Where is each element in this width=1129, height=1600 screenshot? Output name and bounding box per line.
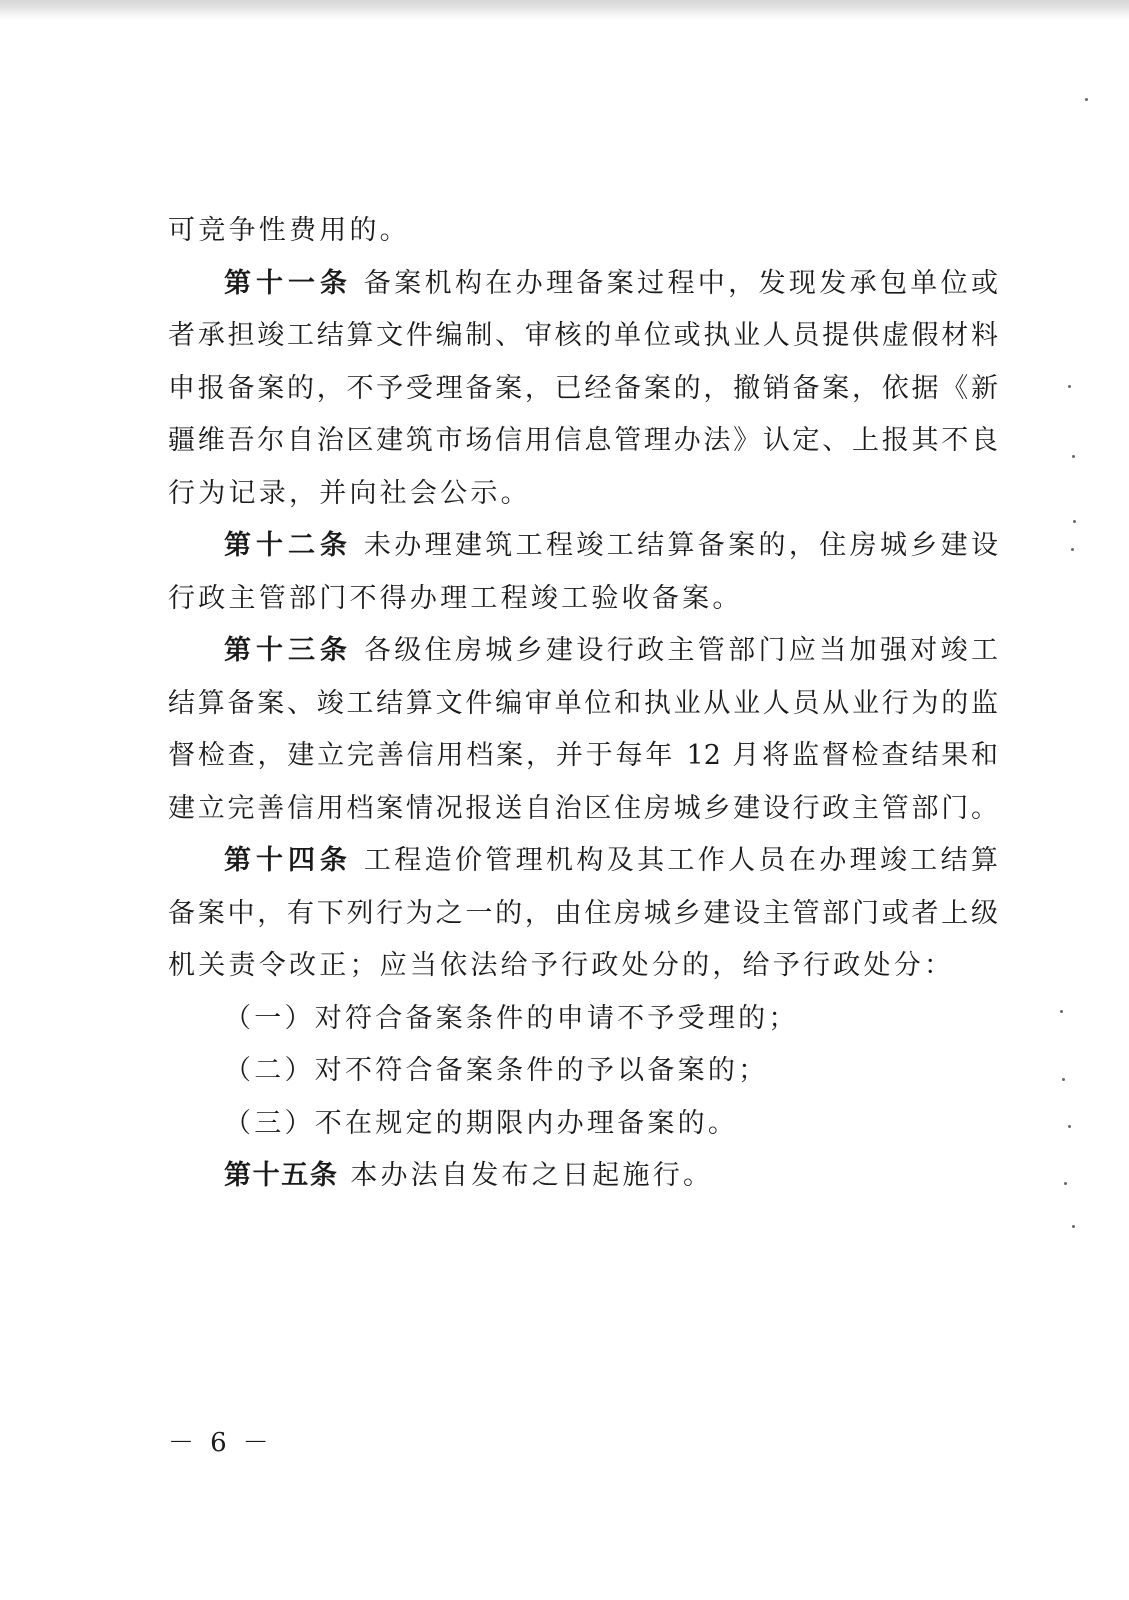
scan-speck: [1064, 1182, 1067, 1185]
article-heading: 第十三条: [224, 635, 352, 666]
text-line: [168, 363, 998, 416]
text-line: [168, 468, 998, 521]
line-text: 备案机构在办理备案过程中，发现发承包单位或: [363, 267, 999, 299]
line-text: 备案中，有下列行为之一的，由住房城乡建设主管部门或者上级: [168, 897, 998, 929]
article-heading: 第十五条: [224, 1160, 339, 1191]
line-text: 者承担竣工结算文件编制、审核的单位或执业人员提供虚假材料: [168, 320, 998, 351]
text-line: [168, 573, 998, 626]
text-line: [168, 310, 998, 363]
list-item: [168, 993, 998, 1046]
list-item: [168, 1098, 998, 1151]
text-line: [168, 678, 998, 731]
scan-speck: [1072, 1225, 1075, 1228]
scan-speck: [1068, 385, 1071, 388]
document-body: [168, 205, 998, 1203]
list-item: [168, 1045, 998, 1098]
text-line: [168, 205, 998, 258]
line-text: 结算备案、竣工结算文件编审单位和执业从业人员从业行为的监: [168, 687, 998, 719]
line-text: 行为记录，并向社会公示。: [168, 477, 531, 509]
line-text: 建立完善信用档案情况报送自治区住房城乡建设行政主管部门。: [168, 792, 998, 824]
line-text: （三）不在规定的期限内办理备案的。: [224, 1107, 739, 1139]
article-heading: 第十二条: [224, 530, 352, 561]
page-number: － 6 －: [168, 1428, 273, 1458]
scan-speck: [1085, 98, 1088, 101]
line-text: 督检查，建立完善信用档案，并于每年 12 月将监督检查结果和: [168, 740, 998, 771]
text-line: [168, 888, 998, 941]
text-line: [168, 730, 998, 783]
scan-speck: [1073, 520, 1076, 523]
line-text: 可竞争性费用的。: [168, 215, 410, 246]
line-text: 机关责令改正；应当依法给予行政处分的，给予行政处分：: [168, 950, 955, 981]
text-line: [168, 940, 998, 993]
line-text: 工程造价管理机构及其工作人员在办理竣工结算: [363, 845, 999, 876]
line-text: 行政主管部门不得办理工程竣工验收备案。: [168, 582, 743, 614]
article-12-line: [168, 520, 998, 573]
line-text: 本办法自发布之日起施行。: [350, 1160, 714, 1191]
article-11-line: [168, 258, 998, 311]
article-13-line: [168, 625, 998, 678]
scan-speck: [1068, 1125, 1071, 1128]
line-text: 未办理建筑工程竣工结算备案的，住房城乡建设: [363, 530, 999, 561]
line-text: 各级住房城乡建设行政主管部门应当加强对竣工: [363, 635, 999, 666]
line-text: （一）对符合备案条件的申请不予受理的；: [224, 1002, 799, 1034]
article-14-line: [168, 835, 998, 888]
text-line: [168, 783, 998, 836]
scan-speck: [1060, 1010, 1063, 1013]
scan-speck: [1062, 1078, 1065, 1081]
text-line: [168, 415, 998, 468]
article-heading: 第十四条: [224, 845, 352, 876]
scan-speck: [1072, 455, 1075, 458]
line-text: 申报备案的，不予受理备案，已经备案的，撤销备案，依据《新: [168, 372, 998, 404]
line-text: （二）对不符合备案条件的予以备案的；: [224, 1055, 769, 1086]
article-heading: 第十一条: [224, 267, 352, 299]
scan-speck: [1071, 548, 1074, 551]
line-text: 疆维吾尔自治区建筑市场信用信息管理办法》认定、上报其不良: [168, 425, 998, 456]
article-15-line: [168, 1150, 998, 1203]
scan-top-edge: [0, 0, 1129, 20]
